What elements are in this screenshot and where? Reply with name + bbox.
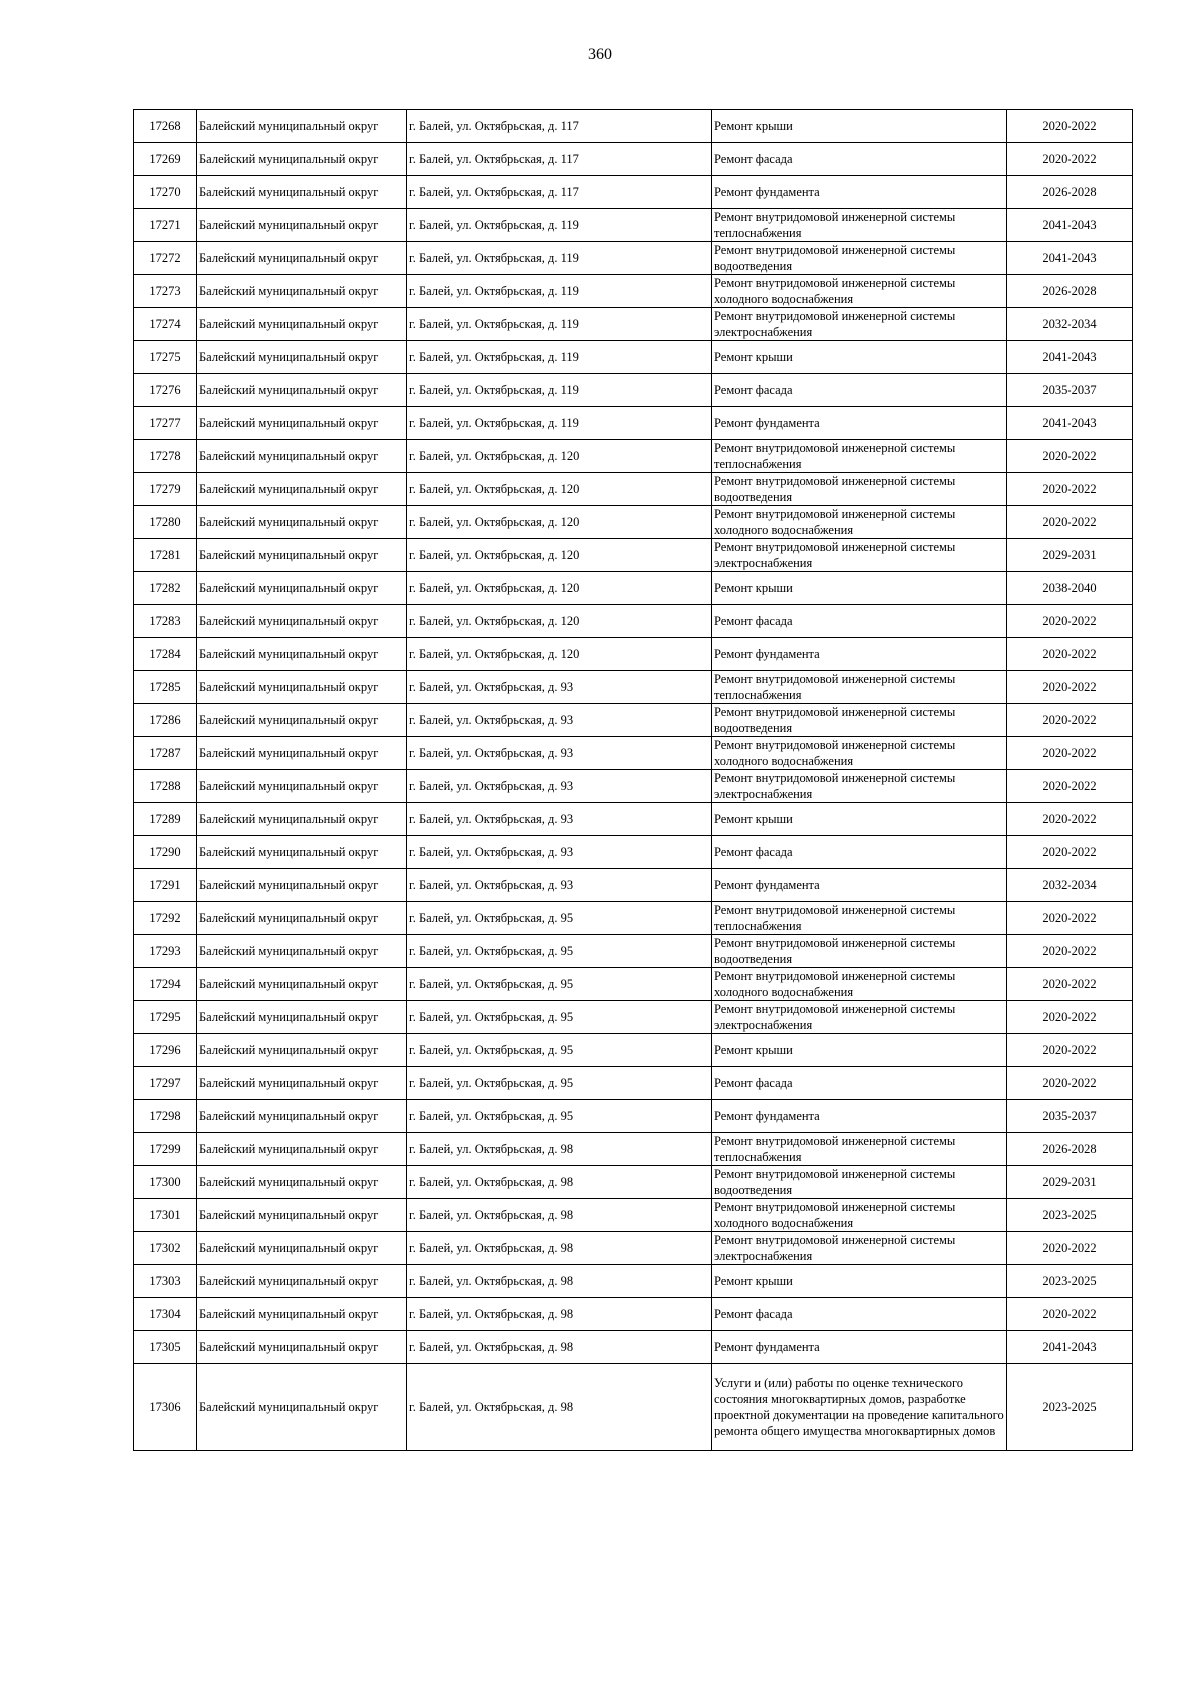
period-cell: 2035-2037 <box>1007 374 1133 407</box>
row-number: 17277 <box>134 407 197 440</box>
district-cell: Балейский муниципальный округ <box>197 242 407 275</box>
period-cell: 2020-2022 <box>1007 671 1133 704</box>
work-type-cell: Ремонт внутридомовой инженерной системы электроснабжения <box>712 539 1007 572</box>
district-cell: Балейский муниципальный округ <box>197 902 407 935</box>
row-number: 17284 <box>134 638 197 671</box>
period-cell: 2023-2025 <box>1007 1265 1133 1298</box>
district-cell: Балейский муниципальный округ <box>197 737 407 770</box>
table-row <box>134 110 1133 143</box>
district-cell: Балейский муниципальный округ <box>197 1265 407 1298</box>
district-cell: Балейский муниципальный округ <box>197 1067 407 1100</box>
row-number: 17272 <box>134 242 197 275</box>
work-type-cell: Ремонт фундамента <box>712 176 1007 209</box>
district-cell: Балейский муниципальный округ <box>197 407 407 440</box>
address-cell: г. Балей, ул. Октябрьская, д. 95 <box>407 1034 712 1067</box>
table-row <box>134 1265 1133 1298</box>
work-type-cell: Ремонт внутридомовой инженерной системы холодного водоснабжения <box>712 275 1007 308</box>
table-row <box>134 1331 1133 1364</box>
address-cell: г. Балей, ул. Октябрьская, д. 119 <box>407 242 712 275</box>
table-row <box>134 1001 1133 1034</box>
address-cell: г. Балей, ул. Октябрьская, д. 95 <box>407 935 712 968</box>
page-number: 360 <box>588 46 612 63</box>
period-cell: 2020-2022 <box>1007 935 1133 968</box>
row-number: 17280 <box>134 506 197 539</box>
period-cell: 2041-2043 <box>1007 341 1133 374</box>
table-row <box>134 1133 1133 1166</box>
address-cell: г. Балей, ул. Октябрьская, д. 95 <box>407 1001 712 1034</box>
table-row <box>134 407 1133 440</box>
work-type-cell: Ремонт фасада <box>712 1067 1007 1100</box>
row-number: 17288 <box>134 770 197 803</box>
work-type-cell: Ремонт внутридомовой инженерной системы электроснабжения <box>712 308 1007 341</box>
row-number: 17302 <box>134 1232 197 1265</box>
period-cell: 2026-2028 <box>1007 1133 1133 1166</box>
work-type-cell: Ремонт внутридомовой инженерной системы водоотведения <box>712 935 1007 968</box>
period-cell: 2020-2022 <box>1007 605 1133 638</box>
period-cell: 2020-2022 <box>1007 1232 1133 1265</box>
district-cell: Балейский муниципальный округ <box>197 803 407 836</box>
district-cell: Балейский муниципальный округ <box>197 1100 407 1133</box>
address-cell: г. Балей, ул. Октябрьская, д. 93 <box>407 704 712 737</box>
work-type-cell: Ремонт внутридомовой инженерной системы холодного водоснабжения <box>712 968 1007 1001</box>
period-cell: 2029-2031 <box>1007 539 1133 572</box>
table-row <box>134 803 1133 836</box>
table-row <box>134 374 1133 407</box>
row-number: 17296 <box>134 1034 197 1067</box>
table-row <box>134 143 1133 176</box>
address-cell: г. Балей, ул. Октябрьская, д. 95 <box>407 968 712 1001</box>
address-cell: г. Балей, ул. Октябрьская, д. 120 <box>407 539 712 572</box>
district-cell: Балейский муниципальный округ <box>197 638 407 671</box>
address-cell: г. Балей, ул. Октябрьская, д. 120 <box>407 572 712 605</box>
district-cell: Балейский муниципальный округ <box>197 1133 407 1166</box>
table-row <box>134 242 1133 275</box>
table-row <box>134 1364 1133 1451</box>
period-cell: 2020-2022 <box>1007 143 1133 176</box>
address-cell: г. Балей, ул. Октябрьская, д. 93 <box>407 737 712 770</box>
row-number: 17286 <box>134 704 197 737</box>
period-cell: 2020-2022 <box>1007 968 1133 1001</box>
work-type-cell: Ремонт фундамента <box>712 869 1007 902</box>
district-cell: Балейский муниципальный округ <box>197 1001 407 1034</box>
period-cell: 2032-2034 <box>1007 869 1133 902</box>
district-cell: Балейский муниципальный округ <box>197 1232 407 1265</box>
period-cell: 2041-2043 <box>1007 209 1133 242</box>
period-cell: 2041-2043 <box>1007 242 1133 275</box>
table-row <box>134 341 1133 374</box>
address-cell: г. Балей, ул. Октябрьская, д. 93 <box>407 671 712 704</box>
period-cell: 2023-2025 <box>1007 1364 1133 1451</box>
period-cell: 2023-2025 <box>1007 1199 1133 1232</box>
period-cell: 2020-2022 <box>1007 110 1133 143</box>
table-row <box>134 1166 1133 1199</box>
address-cell: г. Балей, ул. Октябрьская, д. 119 <box>407 341 712 374</box>
row-number: 17301 <box>134 1199 197 1232</box>
table-row <box>134 440 1133 473</box>
row-number: 17295 <box>134 1001 197 1034</box>
work-type-cell: Ремонт фундамента <box>712 1100 1007 1133</box>
district-cell: Балейский муниципальный округ <box>197 1364 407 1451</box>
period-cell: 2020-2022 <box>1007 803 1133 836</box>
district-cell: Балейский муниципальный округ <box>197 836 407 869</box>
work-type-cell: Услуги и (или) работы по оценке технического состояния многоквартирных домов, разработке проектной документации на проведение капитального ремонта общего имущества многоквартирных домов <box>712 1364 1007 1451</box>
table-row <box>134 902 1133 935</box>
address-cell: г. Балей, ул. Октябрьская, д. 98 <box>407 1199 712 1232</box>
row-number: 17300 <box>134 1166 197 1199</box>
row-number: 17290 <box>134 836 197 869</box>
district-cell: Балейский муниципальный округ <box>197 704 407 737</box>
row-number: 17281 <box>134 539 197 572</box>
address-cell: г. Балей, ул. Октябрьская, д. 93 <box>407 836 712 869</box>
work-type-cell: Ремонт фасада <box>712 374 1007 407</box>
row-number: 17306 <box>134 1364 197 1451</box>
address-cell: г. Балей, ул. Октябрьская, д. 119 <box>407 374 712 407</box>
row-number: 17303 <box>134 1265 197 1298</box>
period-cell: 2026-2028 <box>1007 176 1133 209</box>
table-row <box>134 737 1133 770</box>
address-cell: г. Балей, ул. Октябрьская, д. 98 <box>407 1133 712 1166</box>
work-type-cell: Ремонт внутридомовой инженерной системы теплоснабжения <box>712 440 1007 473</box>
row-number: 17278 <box>134 440 197 473</box>
table-row <box>134 605 1133 638</box>
table-row <box>134 1100 1133 1133</box>
address-cell: г. Балей, ул. Октябрьская, д. 120 <box>407 605 712 638</box>
row-number: 17270 <box>134 176 197 209</box>
table-row <box>134 671 1133 704</box>
address-cell: г. Балей, ул. Октябрьская, д. 119 <box>407 275 712 308</box>
address-cell: г. Балей, ул. Октябрьская, д. 119 <box>407 209 712 242</box>
work-type-cell: Ремонт крыши <box>712 110 1007 143</box>
period-cell: 2020-2022 <box>1007 704 1133 737</box>
period-cell: 2020-2022 <box>1007 902 1133 935</box>
district-cell: Балейский муниципальный округ <box>197 572 407 605</box>
district-cell: Балейский муниципальный округ <box>197 143 407 176</box>
row-number: 17285 <box>134 671 197 704</box>
work-type-cell: Ремонт фасада <box>712 143 1007 176</box>
row-number: 17304 <box>134 1298 197 1331</box>
table-row <box>134 1232 1133 1265</box>
period-cell: 2020-2022 <box>1007 1298 1133 1331</box>
work-type-cell: Ремонт внутридомовой инженерной системы холодного водоснабжения <box>712 737 1007 770</box>
table-row <box>134 704 1133 737</box>
period-cell: 2041-2043 <box>1007 407 1133 440</box>
row-number: 17291 <box>134 869 197 902</box>
district-cell: Балейский муниципальный округ <box>197 968 407 1001</box>
district-cell: Балейский муниципальный округ <box>197 1034 407 1067</box>
table-row <box>134 869 1133 902</box>
address-cell: г. Балей, ул. Октябрьская, д. 95 <box>407 1067 712 1100</box>
period-cell: 2020-2022 <box>1007 1034 1133 1067</box>
row-number: 17274 <box>134 308 197 341</box>
address-cell: г. Балей, ул. Октябрьская, д. 117 <box>407 110 712 143</box>
district-cell: Балейский муниципальный округ <box>197 209 407 242</box>
work-type-cell: Ремонт внутридомовой инженерной системы электроснабжения <box>712 1001 1007 1034</box>
address-cell: г. Балей, ул. Октябрьская, д. 120 <box>407 473 712 506</box>
row-number: 17279 <box>134 473 197 506</box>
address-cell: г. Балей, ул. Октябрьская, д. 95 <box>407 902 712 935</box>
period-cell: 2020-2022 <box>1007 1001 1133 1034</box>
table-row <box>134 275 1133 308</box>
address-cell: г. Балей, ул. Октябрьская, д. 119 <box>407 407 712 440</box>
table-row <box>134 1067 1133 1100</box>
table-row <box>134 638 1133 671</box>
period-cell: 2038-2040 <box>1007 572 1133 605</box>
district-cell: Балейский муниципальный округ <box>197 275 407 308</box>
table-row <box>134 209 1133 242</box>
row-number: 17268 <box>134 110 197 143</box>
row-number: 17273 <box>134 275 197 308</box>
work-type-cell: Ремонт внутридомовой инженерной системы водоотведения <box>712 1166 1007 1199</box>
table-row <box>134 1298 1133 1331</box>
district-cell: Балейский муниципальный округ <box>197 539 407 572</box>
work-type-cell: Ремонт внутридомовой инженерной системы холодного водоснабжения <box>712 506 1007 539</box>
address-cell: г. Балей, ул. Октябрьская, д. 98 <box>407 1298 712 1331</box>
row-number: 17289 <box>134 803 197 836</box>
work-type-cell: Ремонт крыши <box>712 1265 1007 1298</box>
district-cell: Балейский муниципальный округ <box>197 341 407 374</box>
period-cell: 2020-2022 <box>1007 638 1133 671</box>
period-cell: 2020-2022 <box>1007 506 1133 539</box>
period-cell: 2020-2022 <box>1007 473 1133 506</box>
work-type-cell: Ремонт внутридомовой инженерной системы электроснабжения <box>712 1232 1007 1265</box>
repair-schedule-table <box>133 109 1133 1451</box>
district-cell: Балейский муниципальный округ <box>197 869 407 902</box>
district-cell: Балейский муниципальный округ <box>197 935 407 968</box>
address-cell: г. Балей, ул. Октябрьская, д. 93 <box>407 770 712 803</box>
row-number: 17298 <box>134 1100 197 1133</box>
address-cell: г. Балей, ул. Октябрьская, д. 120 <box>407 440 712 473</box>
work-type-cell: Ремонт фасада <box>712 605 1007 638</box>
work-type-cell: Ремонт крыши <box>712 803 1007 836</box>
district-cell: Балейский муниципальный округ <box>197 1199 407 1232</box>
period-cell: 2041-2043 <box>1007 1331 1133 1364</box>
row-number: 17269 <box>134 143 197 176</box>
work-type-cell: Ремонт крыши <box>712 572 1007 605</box>
address-cell: г. Балей, ул. Октябрьская, д. 120 <box>407 506 712 539</box>
work-type-cell: Ремонт внутридомовой инженерной системы теплоснабжения <box>712 209 1007 242</box>
period-cell: 2029-2031 <box>1007 1166 1133 1199</box>
address-cell: г. Балей, ул. Октябрьская, д. 98 <box>407 1265 712 1298</box>
address-cell: г. Балей, ул. Октябрьская, д. 120 <box>407 638 712 671</box>
district-cell: Балейский муниципальный округ <box>197 374 407 407</box>
table-row <box>134 1034 1133 1067</box>
address-cell: г. Балей, ул. Октябрьская, д. 117 <box>407 143 712 176</box>
table-row <box>134 572 1133 605</box>
work-type-cell: Ремонт внутридомовой инженерной системы водоотведения <box>712 242 1007 275</box>
address-cell: г. Балей, ул. Октябрьская, д. 98 <box>407 1166 712 1199</box>
row-number: 17287 <box>134 737 197 770</box>
work-type-cell: Ремонт крыши <box>712 341 1007 374</box>
work-type-cell: Ремонт фасада <box>712 1298 1007 1331</box>
table-row <box>134 1199 1133 1232</box>
period-cell: 2020-2022 <box>1007 440 1133 473</box>
table-row <box>134 935 1133 968</box>
period-cell: 2035-2037 <box>1007 1100 1133 1133</box>
table-row <box>134 473 1133 506</box>
table-row <box>134 176 1133 209</box>
district-cell: Балейский муниципальный округ <box>197 308 407 341</box>
row-number: 17305 <box>134 1331 197 1364</box>
row-number: 17292 <box>134 902 197 935</box>
address-cell: г. Балей, ул. Октябрьская, д. 98 <box>407 1232 712 1265</box>
address-cell: г. Балей, ул. Октябрьская, д. 117 <box>407 176 712 209</box>
district-cell: Балейский муниципальный округ <box>197 473 407 506</box>
address-cell: г. Балей, ул. Октябрьская, д. 119 <box>407 308 712 341</box>
district-cell: Балейский муниципальный округ <box>197 1298 407 1331</box>
period-cell: 2032-2034 <box>1007 308 1133 341</box>
district-cell: Балейский муниципальный округ <box>197 176 407 209</box>
row-number: 17282 <box>134 572 197 605</box>
address-cell: г. Балей, ул. Октябрьская, д. 93 <box>407 803 712 836</box>
work-type-cell: Ремонт крыши <box>712 1034 1007 1067</box>
work-type-cell: Ремонт фундамента <box>712 638 1007 671</box>
address-cell: г. Балей, ул. Октябрьская, д. 98 <box>407 1331 712 1364</box>
work-type-cell: Ремонт фундамента <box>712 407 1007 440</box>
work-type-cell: Ремонт внутридомовой инженерной системы теплоснабжения <box>712 902 1007 935</box>
address-cell: г. Балей, ул. Октябрьская, д. 95 <box>407 1100 712 1133</box>
district-cell: Балейский муниципальный округ <box>197 770 407 803</box>
period-cell: 2020-2022 <box>1007 737 1133 770</box>
district-cell: Балейский муниципальный округ <box>197 440 407 473</box>
table-row <box>134 968 1133 1001</box>
table-row <box>134 836 1133 869</box>
table-row <box>134 506 1133 539</box>
work-type-cell: Ремонт фундамента <box>712 1331 1007 1364</box>
work-type-cell: Ремонт внутридомовой инженерной системы электроснабжения <box>712 770 1007 803</box>
row-number: 17299 <box>134 1133 197 1166</box>
district-cell: Балейский муниципальный округ <box>197 671 407 704</box>
district-cell: Балейский муниципальный округ <box>197 110 407 143</box>
period-cell: 2026-2028 <box>1007 275 1133 308</box>
row-number: 17294 <box>134 968 197 1001</box>
row-number: 17271 <box>134 209 197 242</box>
work-type-cell: Ремонт внутридомовой инженерной системы теплоснабжения <box>712 671 1007 704</box>
district-cell: Балейский муниципальный округ <box>197 1331 407 1364</box>
row-number: 17275 <box>134 341 197 374</box>
address-cell: г. Балей, ул. Октябрьская, д. 98 <box>407 1364 712 1451</box>
work-type-cell: Ремонт внутридомовой инженерной системы водоотведения <box>712 704 1007 737</box>
row-number: 17297 <box>134 1067 197 1100</box>
work-type-cell: Ремонт фасада <box>712 836 1007 869</box>
district-cell: Балейский муниципальный округ <box>197 506 407 539</box>
work-type-cell: Ремонт внутридомовой инженерной системы водоотведения <box>712 473 1007 506</box>
period-cell: 2020-2022 <box>1007 836 1133 869</box>
district-cell: Балейский муниципальный округ <box>197 1166 407 1199</box>
period-cell: 2020-2022 <box>1007 770 1133 803</box>
address-cell: г. Балей, ул. Октябрьская, д. 93 <box>407 869 712 902</box>
table-row <box>134 770 1133 803</box>
row-number: 17283 <box>134 605 197 638</box>
table-row <box>134 308 1133 341</box>
work-type-cell: Ремонт внутридомовой инженерной системы холодного водоснабжения <box>712 1199 1007 1232</box>
period-cell: 2020-2022 <box>1007 1067 1133 1100</box>
district-cell: Балейский муниципальный округ <box>197 605 407 638</box>
table-row <box>134 539 1133 572</box>
row-number: 17276 <box>134 374 197 407</box>
work-type-cell: Ремонт внутридомовой инженерной системы теплоснабжения <box>712 1133 1007 1166</box>
row-number: 17293 <box>134 935 197 968</box>
